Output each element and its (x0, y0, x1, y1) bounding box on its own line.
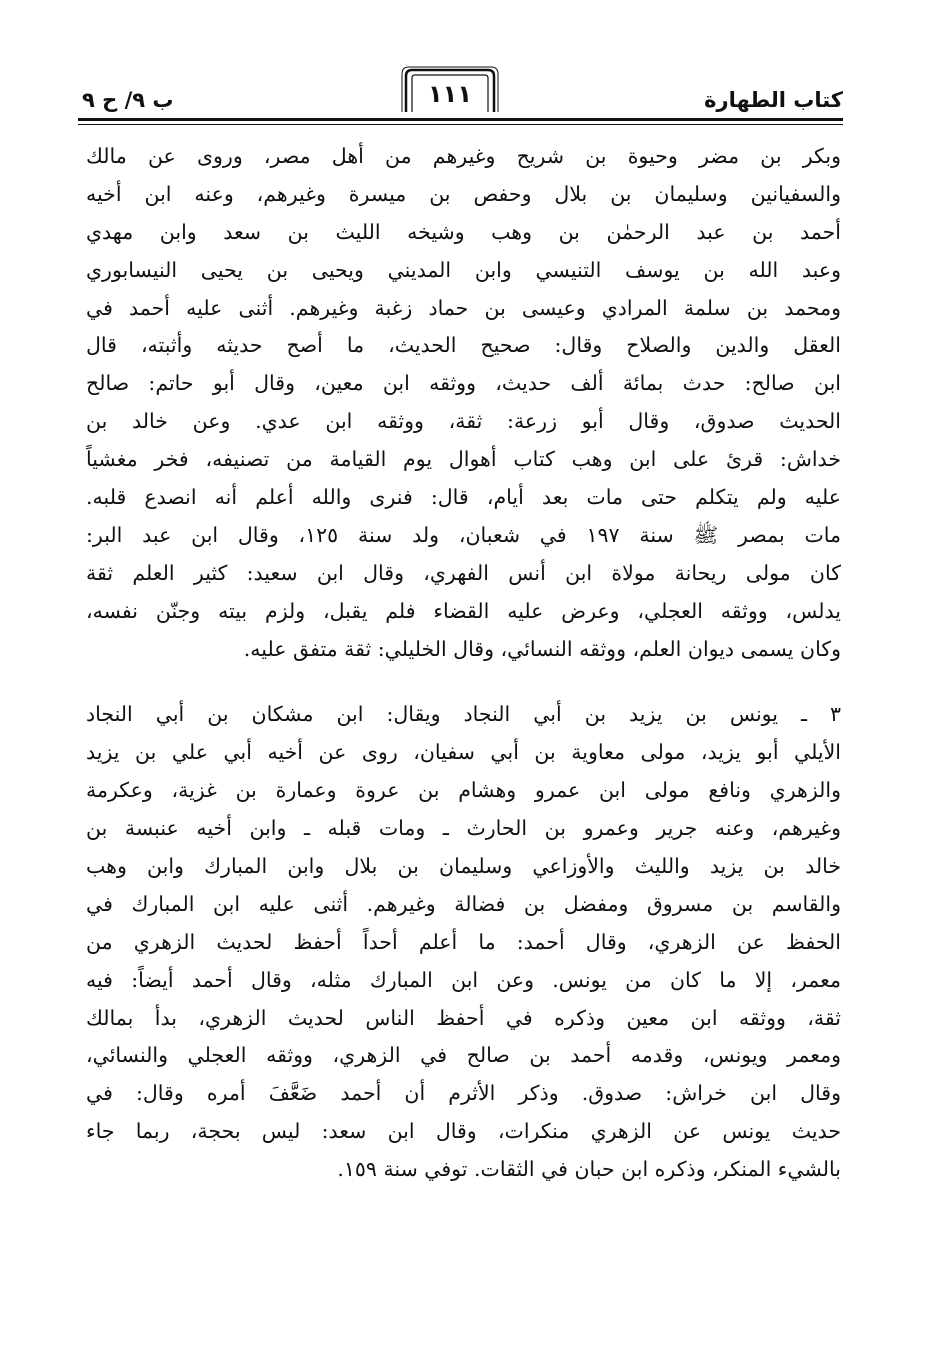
text-line: بالشيء المنكر، وذكره ابن حبان في الثقات. توفي سنة ١٥٩. (337, 1157, 841, 1182)
text-line: العقل والدين والصلاح وقال: صحيح الحديث، ما أصح حديثه وأثبته، قال (86, 333, 841, 358)
text-line: وقال ابن خراش: صدوق. وذكر الأثرم أن أحمد ضَعَّفَ أمره وقال: في (86, 1081, 841, 1106)
text-line: وغيرهم، وعنه جرير وعمرو بن الحارث ـ ومات قبله ـ وابن أخيه عنبسة بن (86, 816, 841, 841)
text-line: مات بمصر ﷺ سنة ١٩٧ في شعبان، ولد سنة ١٢٥، وقال ابن عبد البر: (86, 522, 841, 547)
text-line: ومحمد بن سلمة المرادي وعيسى بن حماد زغبة وغيرهم. أثنى عليه أحمد في (86, 295, 841, 320)
header-rule-thick (78, 118, 843, 121)
text-line: ومعمر ويونس، وقدمه أحمد بن صالح في الزهري، ووثقه العجلي والنسائي، (86, 1043, 841, 1068)
text-line: يدلس، ووثقه العجلي، وعرض عليه القضاء فلم يقبل، ولزم بيته وجنّن نفسه، (86, 598, 841, 623)
text-line: ثقة، ووثقه ابن معين وذكره في أحفظ الناس لحديث الزهري، بدأ بمالك (86, 1005, 841, 1030)
header-rule-thin (78, 124, 843, 125)
text-line: والزهري ونافع مولى ابن عمرو وهشام بن عروة وعمارة بن غزية، وعكرمة (86, 778, 841, 803)
text-line: وعبد الله بن يوسف التنيسي وابن المديني ويحيى بن يحيى النيسابوري (86, 257, 841, 282)
text-line: الحديث صدوق، وقال أبو زرعة: ثقة، ووثقه ابن عدي. وعن خالد بن (86, 409, 841, 434)
text-line: والقاسم بن مسروق ومفضل بن فضالة وغيرهم. أثنى عليه ابن المبارك في (86, 891, 841, 916)
text-line: حديث يونس عن الزهري منكرات، وقال ابن سعد: ليس بحجة، ربما جاء (86, 1119, 841, 1144)
text-line: وكان يسمى ديوان العلم، ووثقه النسائي، وقال الخليلي: ثقة متفق عليه. (243, 636, 841, 661)
paragraph-1 (86, 138, 841, 668)
text-line: وبكر بن مضر وحيوة بن شريح وغيرهم من أهل مصر، وروى عن مالك (86, 144, 841, 168)
text-line: خالد بن يزيد والليث والأوزاعي وسليمان بن بلال وابن المبارك وابن وهب (86, 854, 841, 879)
text-line: كان مولى ريحانة مولاة ابن أنس الفهري، وقال ابن سعيد: كثير العلم ثقة (86, 560, 841, 585)
page-number-frame (400, 66, 500, 114)
paragraph-gap (86, 668, 841, 696)
page-number: ١١١ (428, 80, 472, 108)
paragraph-2 (86, 696, 841, 1189)
text-line: الأيلي أبو يزيد، مولى معاوية بن أبي سفيان، روى عن أخيه أبي علي بن يزيد (86, 740, 841, 765)
text-line: ٣ ـ يونس بن يزيد بن أبي النجاد ويقال: ابن مشكان بن أبي النجاد (86, 702, 841, 727)
text-line: خداش: قرئ على ابن وهب كتاب أهوال يوم القيامة من تصنيفه، فخر مغشياً (86, 447, 841, 472)
text-line: والسفيانين وسليمان بن بلال وحفص بن ميسرة وغيرهم، وعنه ابن أخيه (86, 181, 841, 206)
text-line: الحفظ عن الزهري، وقال أحمد: ما أعلم أحداً أحفظ لحديث الزهري من (86, 929, 841, 954)
volume-reference: ب ٩/ ح ٩ (82, 88, 174, 112)
text-line: ابن صالح: حدث بمائة ألف حديث، ووثقه ابن معين، وقال أبو حاتم: صالح (86, 371, 841, 396)
book-title: كتاب الطهارة (704, 88, 843, 112)
page-body (86, 138, 841, 1189)
page-header (78, 66, 843, 118)
text-line: معمر، إلا ما كان من يونس. وعن ابن المبارك مثله، وقال أحمد أيضاً: فيه (86, 967, 841, 992)
text-line: عليه ولم يتكلم حتى مات بعد أيام، قال: فنرى والله أعلم أنه انصدع قلبه. (86, 485, 841, 510)
text-line: أحمد بن عبد الرحمٰن بن وهب وشيخه الليث بن سعد وابن مهدي (86, 219, 841, 244)
